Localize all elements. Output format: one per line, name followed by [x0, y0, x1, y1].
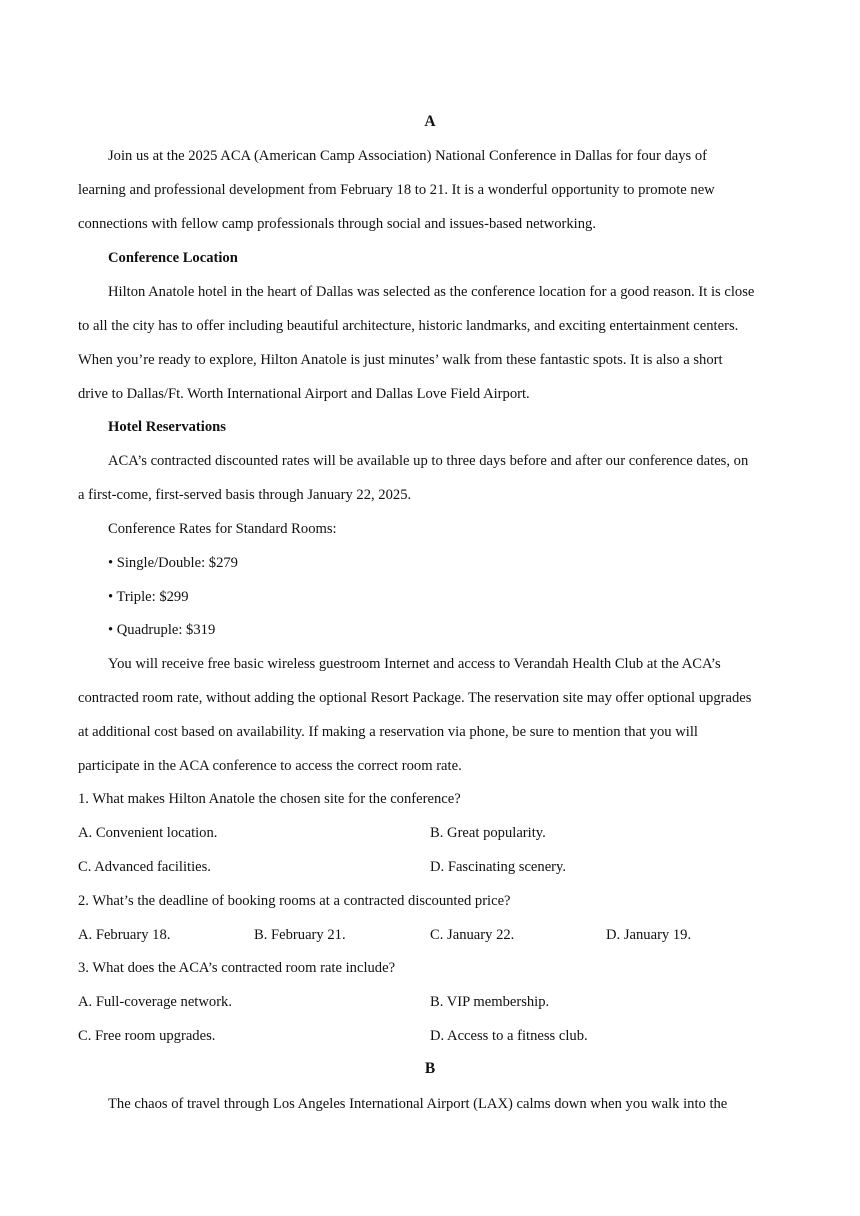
paragraph-line: contracted room rate, without adding the optional Resort Package. The reservation site may offer optional upgrades	[78, 690, 752, 706]
rate-list-item: • Triple: $299	[108, 589, 189, 605]
question-1-option-d: D. Fascinating scenery.	[430, 859, 567, 875]
question-3-text: 3. What does the ACA’s contracted room rate include?	[78, 960, 396, 976]
paragraph-line: to all the city has to offer including beautiful architecture, historic landmarks, and exciting entertainment centers.	[78, 318, 739, 334]
question-3-option-b: B. VIP membership.	[430, 994, 550, 1010]
paragraph-line: When you’re ready to explore, Hilton Anatole is just minutes’ walk from these fantastic spots. It is also a short	[78, 352, 723, 368]
paragraph-line: Hilton Anatole hotel in the heart of Dallas was selected as the conference location for a good reason. It is close	[108, 284, 755, 300]
section-b-heading: B	[424, 1060, 436, 1077]
paragraph-line: You will receive free basic wireless guestroom Internet and access to Verandah Health Club at the ACA’s	[108, 656, 721, 672]
question-2-option-d: D. January 19.	[606, 927, 692, 943]
question-1-option-b: B. Great popularity.	[430, 825, 546, 841]
section-a-heading: A	[424, 113, 436, 130]
question-3-option-d: D. Access to a fitness club.	[430, 1028, 588, 1044]
conference-location-heading: Conference Location	[108, 250, 238, 266]
paragraph-line: Join us at the 2025 ACA (American Camp Association) National Conference in Dallas for four days of	[108, 148, 708, 164]
paragraph-line: connections with fellow camp professionals through social and issues-based networking.	[78, 216, 596, 232]
rate-list-item: • Quadruple: $319	[108, 622, 216, 638]
hotel-reservations-heading: Hotel Reservations	[108, 419, 226, 435]
paragraph-line: ACA’s contracted discounted rates will be available up to three days before and after our conference dates, on	[108, 453, 749, 469]
question-1-option-c: C. Advanced facilities.	[78, 859, 211, 875]
paragraph-line: learning and professional development from February 18 to 21. It is a wonderful opportunity to promote new	[78, 182, 715, 198]
paragraph-line: The chaos of travel through Los Angeles International Airport (LAX) calms down when you walk into the	[108, 1096, 728, 1112]
question-1-text: 1. What makes Hilton Anatole the chosen site for the conference?	[78, 791, 461, 807]
question-3-option-a: A. Full-coverage network.	[78, 994, 232, 1010]
paragraph-line: drive to Dallas/Ft. Worth International Airport and Dallas Love Field Airport.	[78, 386, 530, 402]
question-1-option-a: A. Convenient location.	[78, 825, 218, 841]
rates-intro: Conference Rates for Standard Rooms:	[108, 521, 337, 537]
question-3-option-c: C. Free room upgrades.	[78, 1028, 216, 1044]
paragraph-line: at additional cost based on availability. If making a reservation via phone, be sure to mention that you will	[78, 724, 698, 740]
question-2-option-a: A. February 18.	[78, 927, 171, 943]
paragraph-line: a first-come, first-served basis through January 22, 2025.	[78, 487, 412, 503]
question-2-option-b: B. February 21.	[254, 927, 346, 943]
rate-list-item: • Single/Double: $279	[108, 555, 238, 571]
question-2-text: 2. What’s the deadline of booking rooms at a contracted discounted price?	[78, 893, 511, 909]
question-2-option-c: C. January 22.	[430, 927, 515, 943]
paragraph-line: participate in the ACA conference to access the correct room rate.	[78, 758, 462, 774]
